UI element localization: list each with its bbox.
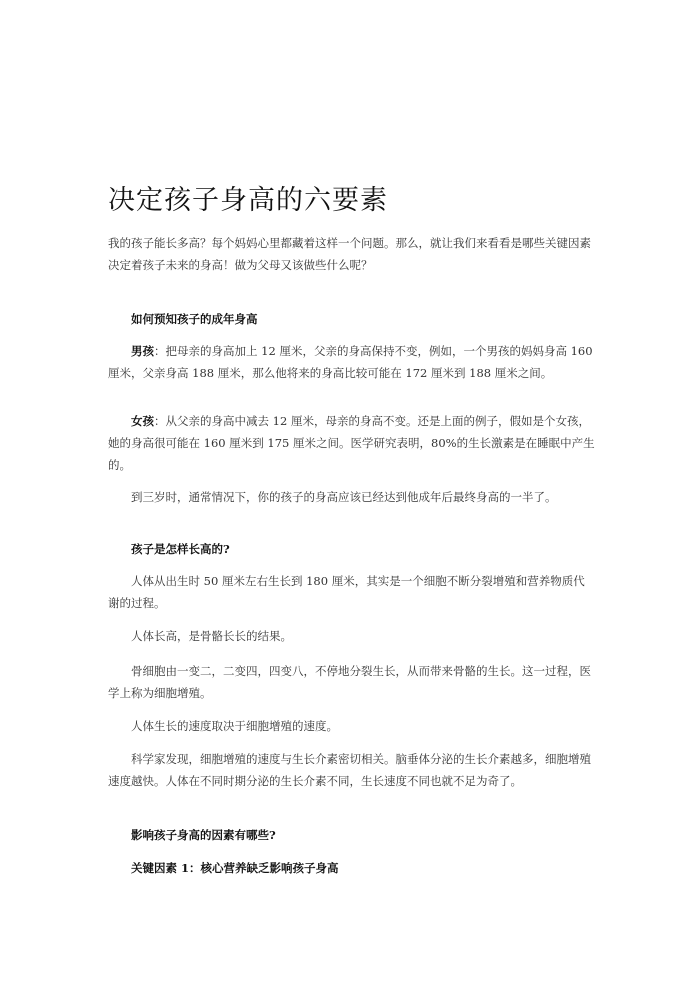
growth-paragraph-3: 骨细胞由一变二，二变四，四变八，不停地分裂生长，从而带来骨骼的生长。这一过程，医学上称为细胞增殖。 — [108, 664, 591, 700]
girl-text: ：从父亲的身高中减去 12 厘米，母亲的身高不变。还是上面的例子，假如是个女孩，她的身高很可能在 160 厘米到 175 厘米之间。医学研究表明，80%的生长激素是在睡眠中产生的。 — [108, 414, 595, 472]
girl-label: 女孩 — [131, 414, 154, 428]
age-three-paragraph: 到三岁时，通常情况下，你的孩子的身高应该已经达到他成年后最终身高的一半了。 — [131, 490, 557, 504]
growth-paragraph-2: 人体长高，是骨骼长长的结果。 — [131, 629, 292, 643]
girl-paragraph — [108, 410, 596, 476]
section-heading-factors: 影响孩子身高的因素有哪些? — [131, 828, 276, 842]
boy-label: 男孩 — [131, 344, 154, 358]
growth-paragraph-1: 人体从出生时 50 厘米左右生长到 180 厘米，其实是一个细胞不断分裂增殖和营养物质代谢的过程。 — [108, 574, 585, 610]
boy-text: ：把母亲的身高加上 12 厘米，父亲的身高保持不变，例如，一个男孩的妈妈身高 160 厘米，父亲身高 188 厘米，那么他将来的身高比较可能在 172 厘米到 188 厘米之间。 — [108, 344, 593, 380]
section-heading-how-grow: 孩子是怎样长高的? — [131, 542, 230, 556]
growth-paragraph-4: 人体生长的速度取决于细胞增殖的速度。 — [131, 719, 338, 733]
document-title: 决定孩子身高的六要素 — [108, 185, 388, 216]
growth-paragraph-5: 科学家发现，细胞增殖的速度与生长介素密切相关。脑垂体分泌的生长介素越多，细胞增殖速度越快。人体在不同时期分泌的生长介素不同，生长速度不同也就不足为奇了。 — [108, 752, 591, 788]
section-heading-predict-height: 如何预知孩子的成年身高 — [131, 312, 258, 326]
factor-1-heading: 关键因素 1：核心营养缺乏影响孩子身高 — [131, 861, 339, 875]
intro-paragraph: 我的孩子能长多高？每个妈妈心里都藏着这样一个问题。那么，就让我们来看看是哪些关键因素决定着孩子未来的身高！做为父母又该做些什么呢？ — [108, 236, 591, 272]
boy-paragraph — [108, 340, 596, 384]
